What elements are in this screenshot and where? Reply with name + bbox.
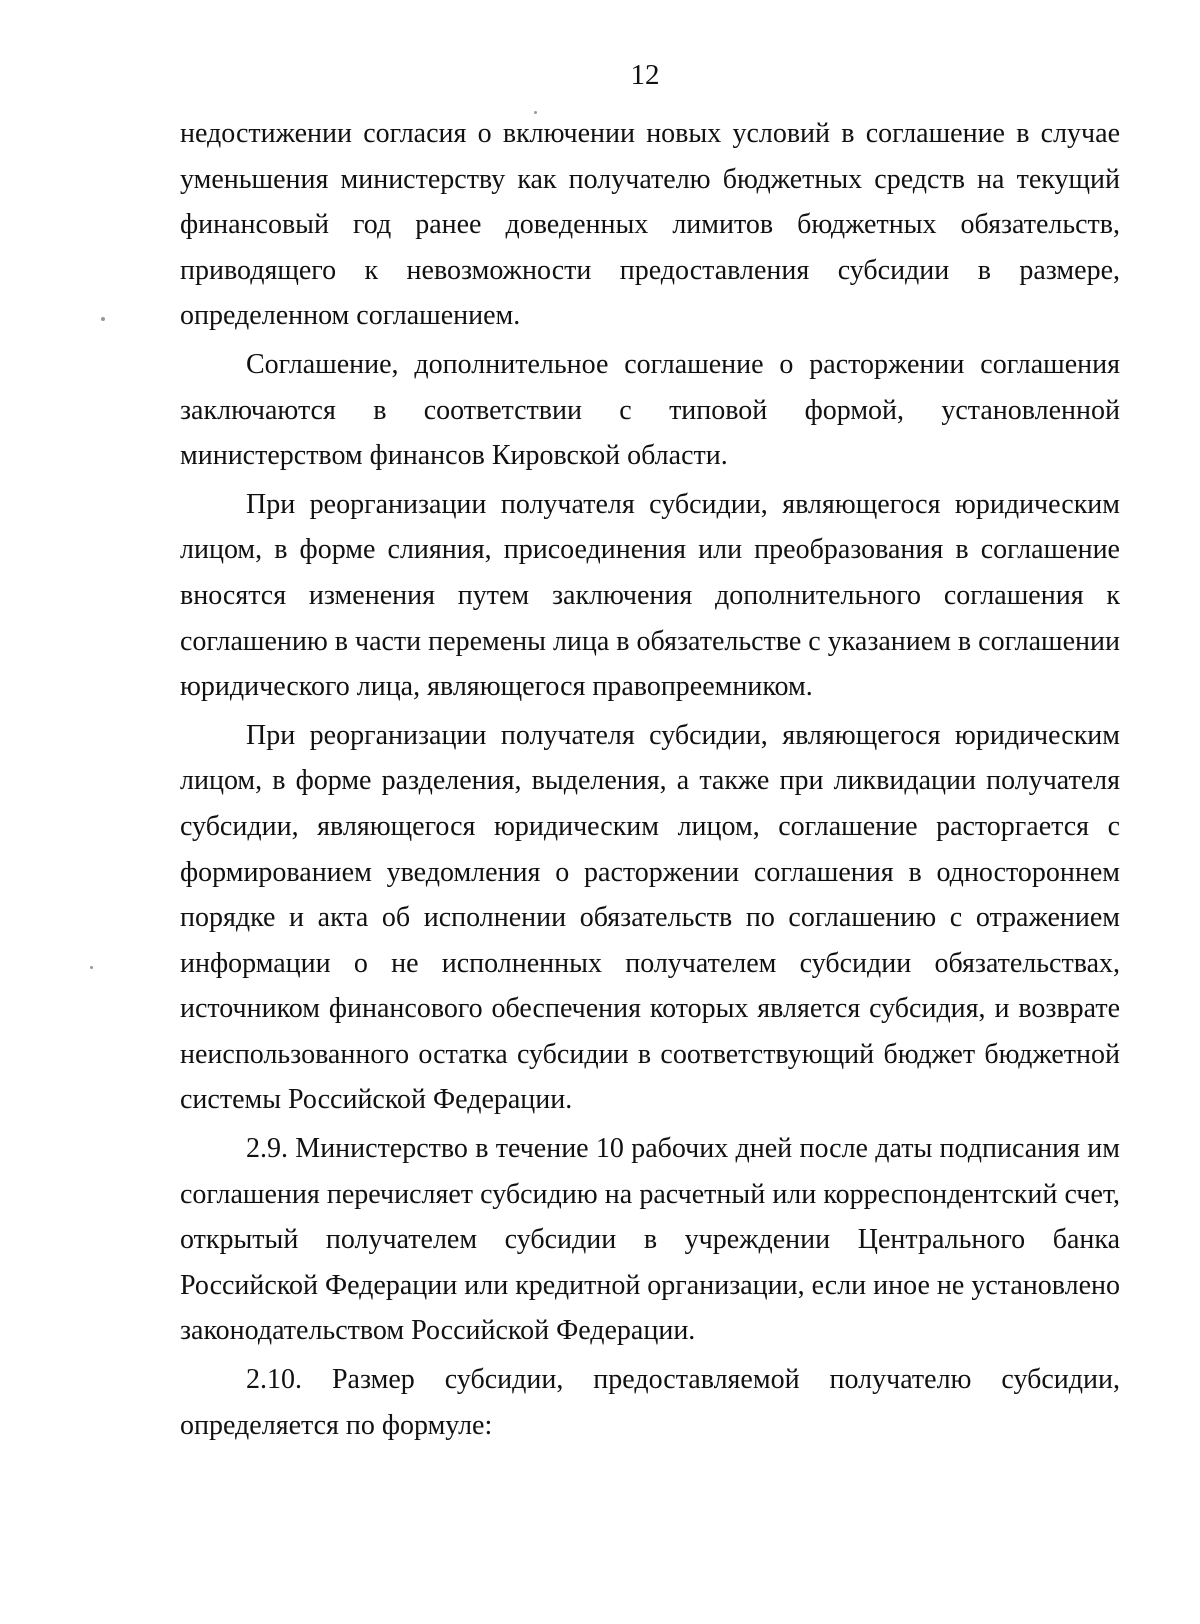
- page-number: 12: [630, 59, 660, 91]
- document-body: [180, 111, 1120, 1451]
- scan-dot: [90, 966, 93, 969]
- paragraph-2-9: 2.9. Министерство в течение 10 рабочих дней после даты подписания им соглашения перечисляет субсидию на расчетный или корреспондентский счет, открытый получателем субсидии в учреждении Центрального банка Российской Федерации или кредитной организации, если иное не установлено законодательством Российской Федерации.: [180, 1133, 1120, 1347]
- paragraph-reorganization-merger: При реорганизации получателя субсидии, являющегося юридическим лицом, в форме слияния, присоединения или преобразования в соглашение вносятся изменения путем заключения дополнительного соглашения к соглашению в части перемены лица в обязательстве с указанием в соглашении юридического лица, являющегося правопреемником.: [180, 488, 1120, 703]
- paragraph-agreement-form: Соглашение, дополнительное соглашение о расторжении соглашения заключаются в соответствии с типовой формой, установленной министерством финансов Кировской области.: [180, 348, 1120, 472]
- paragraph-continuation: недостижении согласия о включении новых условий в соглашение в случае уменьшения министерству как получателю бюджетных средств на текущий финансовый год ранее доведенных лимитов бюджетных обязательств, приводящего к невозможности предоставления субсидии в размере, определенном соглашением.: [180, 118, 1120, 332]
- scan-dot: [101, 317, 105, 321]
- paragraph-reorganization-division: При реорганизации получателя субсидии, являющегося юридическим лицом, в форме разделения, выделения, а также при ликвидации получателя субсидии, являющегося юридическим лицом, соглашение расторгается с формированием уведомления о расторжении соглашения в одностороннем порядке и акта об исполнении обязательств по соглашению с отражением информации о не исполненных получателем субсидии обязательствах, источником финансового обеспечения которых является субсидия, и возврате неиспользованного остатка субсидии в соответствующий бюджет бюджетной системы Российской Федерации.: [180, 719, 1120, 1116]
- paragraph-2-10: 2.10. Размер субсидии, предоставляемой получателю субсидии, определяется по формуле:: [180, 1364, 1120, 1441]
